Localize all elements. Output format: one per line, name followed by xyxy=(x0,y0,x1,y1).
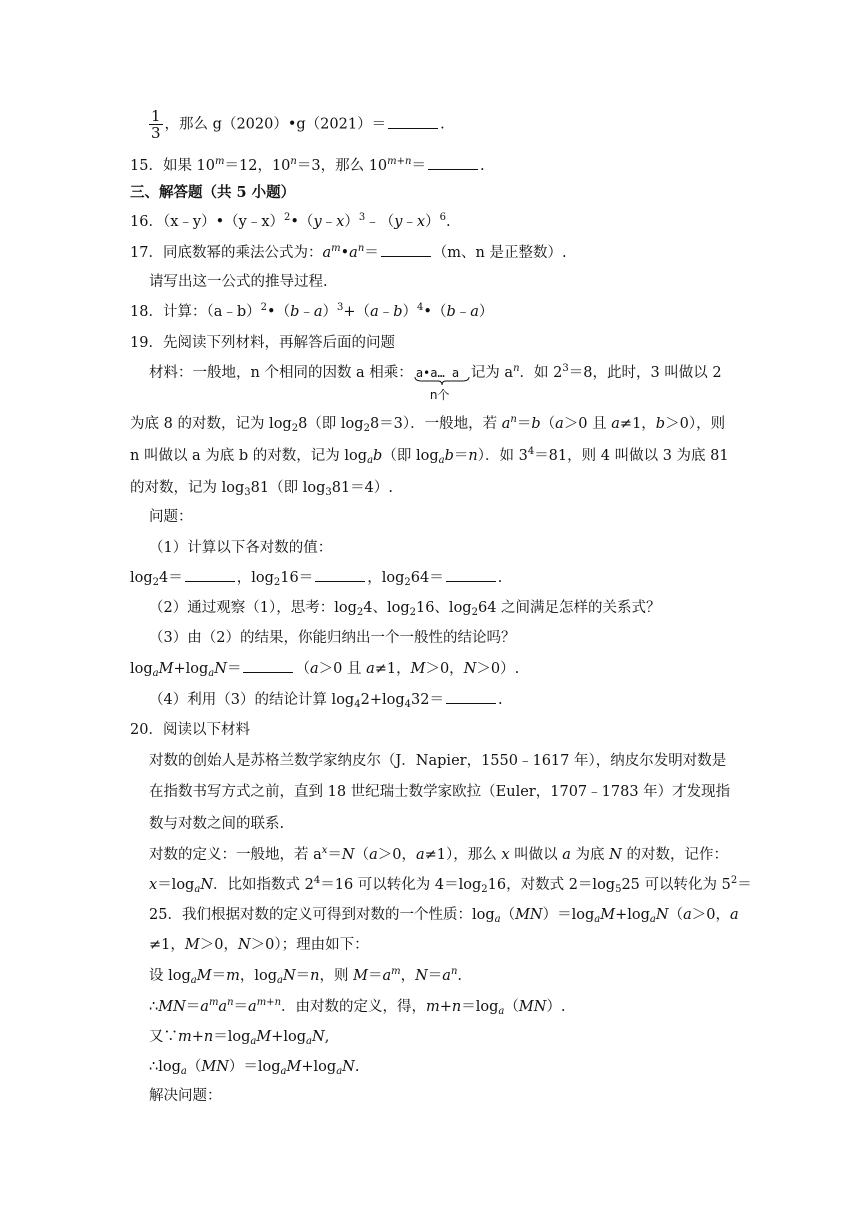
q20-proof-line2: $\therefore MN=a^ma^n=a^{m+n}$．由对数的定义，得，$m+n=\log_a(MN)$. xyxy=(149,997,566,1017)
q19-part1-blanks: $\log_24=$ ，$\log_216=$ ，$\log_264=$ . xyxy=(130,570,503,588)
underbrace-product: a•a… a n个 xyxy=(414,363,470,383)
question-18: 18．计算：（a﹣b）$^2$•（b﹣a）$^3$+（a﹣b）$^4$•（b﹣a） xyxy=(130,302,494,320)
q20-text-line3: 数与对数之间的联系. xyxy=(149,816,285,832)
question-16: 16．（x﹣y）•（y﹣x）$^2$•（y﹣x）$^3$﹣（y﹣x）$^6$. xyxy=(130,212,451,230)
q20-proof-line4: $\therefore\log_a(MN)=\log_aM+\log_aN$. xyxy=(149,1059,360,1077)
q20-solve-label: 解决问题： xyxy=(149,1088,222,1104)
q20-proof-line3: 又$\because m+n=\log_aM+\log_aN$, xyxy=(149,1029,330,1047)
q19-part4: （4）利用（3）的结论计算 $\log_42+\log_432=$ . xyxy=(149,692,503,710)
q19-question-label: 问题： xyxy=(149,509,193,525)
q20-definition-line2: $x=\log_aN$．比如指数式 $2^4=16$ 可以转化为 $4=\log_216$，对数式 $2=\log_525$ 可以转化为 $5^2=$ xyxy=(149,875,752,895)
q19-part1: （1）计算以下各对数的值： xyxy=(149,540,333,556)
question-20: 20．阅读以下材料 xyxy=(130,722,250,738)
section-heading: 三、解答题（共 5 小题） xyxy=(130,184,296,201)
q20-text-line1: 对数的创始人是苏格兰数学家纳皮尔（J．Napier，1550﹣1617 年），纳皮尔发明对数是 xyxy=(149,753,727,769)
q20-definition-line1: 对数的定义：一般地，若 $a^x=N(a>0$，a≠1），那么 x 叫做以 a 为底 N 的对数，记作： xyxy=(149,845,728,863)
q19-part3-formula: $\log_aM+\log_aN= (a>0$ 且 a≠1，M＞0，N＞0）. xyxy=(130,661,520,679)
question-15: 15．如果 $10^m=12$，$10^n=3$，那么 $10^{m+n}=$ . xyxy=(130,156,485,174)
q20-proof-line1: 设 $\log_aM=m$，$\log_aN=n$，则 $M=a^m$，$N=a^n$. xyxy=(149,966,463,986)
q20-definition-line4: ≠1，M＞0，N＞0）；理由如下： xyxy=(149,937,369,953)
q19-part3: （3）由（2）的结果，你能归纳出一个一般性的结论吗？ xyxy=(149,630,516,646)
q20-definition-line3: 25．我们根据对数的定义可得到对数的一个性质：$\log_a(MN)=\log_aM+\log_aN(a>0$，a xyxy=(149,907,739,925)
question-19: 19．先阅读下列材料，再解答后面的问题 xyxy=(130,335,395,351)
q19-material-line3: n 叫做以 a 为底 b 的对数，记为 $\log_ab$（即 $\log_ab=n$）．如 $3^4=81$，则 4 叫做以 3 为底 81 xyxy=(130,446,729,466)
q14-continuation: $\frac{1}{3}$ ，那么 g（2020）•g（2021）＝ . xyxy=(151,107,445,142)
question-17-line2: 请写出这一公式的推导过程. xyxy=(149,274,328,290)
fraction-one-third: $\frac{1}{3}$ xyxy=(151,107,161,142)
q19-material-line2: 为底 8 的对数，记为 $\log_28$（即 $\log_28=3$）．一般地，若 $a^n=b(a>0$ 且 a≠1，b＞0），则 xyxy=(130,414,726,434)
q20-text-line2: 在指数书写方式之前，直到 18 世纪瑞士数学家欧拉（Euler，1707﹣1783 年）才发现指 xyxy=(149,784,731,800)
q19-part2: （2）通过观察（1），思考：$\log_24$、$\log_216$、$\log_264$ 之间满足怎样的关系式？ xyxy=(149,600,661,618)
q19-material-line4: 的对数，记为 $\log_381$（即 $\log_381=4$）. xyxy=(130,480,394,498)
question-17: 17．同底数幂的乘法公式为：$a^m•a^n= (m$、n 是正整数）. xyxy=(130,243,567,261)
q19-material-line1: 材料：一般地，n 个相同的因数 a 相乘： a•a… a n个 记为 $a^n$．如 $2^3=8$，此时，3 叫做以 2 xyxy=(149,363,722,402)
